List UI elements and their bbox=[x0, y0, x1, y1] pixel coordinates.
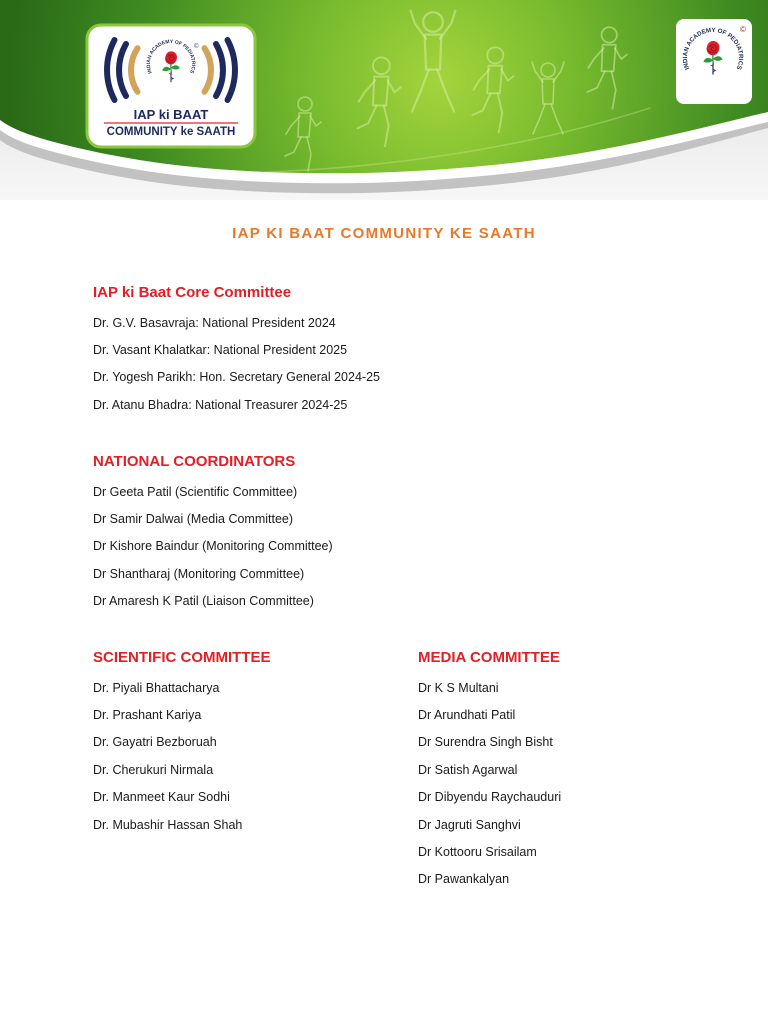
list-item: Dr Amaresh K Patil (Liaison Committee) bbox=[93, 594, 314, 609]
emblem-ring-text: INDIAN ACADEMY OF PEDIATRICS bbox=[681, 26, 745, 71]
list-item: Dr Geeta Patil (Scientific Committee) bbox=[93, 484, 298, 499]
document-title: IAP KI BAAT COMMUNITY KE SAATH bbox=[232, 225, 536, 242]
logo-ring-text: INDIAN ACADEMY OF PEDIATRICS bbox=[145, 39, 197, 75]
iap-ki-baat-logo bbox=[87, 25, 255, 147]
core-committee-section bbox=[93, 283, 380, 419]
member-list bbox=[418, 675, 561, 894]
list-item: Dr Surendra Singh Bisht bbox=[418, 735, 553, 750]
list-item: Dr. Mubashir Hassan Shah bbox=[93, 817, 243, 832]
logo-name-line2: COMMUNITY ke SAATH bbox=[106, 126, 236, 138]
section-heading: IAP ki Baat Core Committee bbox=[93, 284, 292, 301]
list-item: Dr K S Multani bbox=[418, 680, 499, 695]
list-item: Dr. Vasant Khalatkar: National President 2025 bbox=[93, 342, 348, 357]
list-item: Dr Arundhati Patil bbox=[418, 707, 516, 722]
scientific-committee-section bbox=[93, 648, 271, 839]
list-item: Dr. Manmeet Kaur Sodhi bbox=[93, 790, 230, 805]
copyright-mark: © bbox=[194, 44, 199, 50]
list-item: Dr. Piyali Bhattacharya bbox=[93, 680, 220, 695]
iap-emblem-logo bbox=[676, 19, 752, 104]
section-heading: NATIONAL COORDINATORS bbox=[93, 453, 296, 470]
media-committee-section bbox=[418, 648, 561, 894]
logo-name-line1: IAP ki BAAT bbox=[133, 107, 209, 122]
header-banner bbox=[0, 0, 768, 200]
list-item: Dr Dibyendu Raychauduri bbox=[418, 790, 562, 805]
member-list bbox=[93, 310, 380, 420]
section-heading: SCIENTIFIC COMMITTEE bbox=[93, 649, 271, 666]
list-item: Dr Shantharaj (Monitoring Committee) bbox=[93, 566, 305, 581]
copyright-mark: © bbox=[740, 25, 746, 34]
national-coordinators-section bbox=[93, 452, 333, 616]
member-list bbox=[93, 479, 333, 616]
member-list bbox=[93, 675, 271, 839]
list-item: Dr Kishore Baindur (Monitoring Committee) bbox=[93, 539, 333, 554]
list-item: Dr Pawankalyan bbox=[418, 872, 510, 887]
section-heading: MEDIA COMMITTEE bbox=[418, 649, 560, 666]
list-item: Dr. Yogesh Parikh: Hon. Secretary General 2024-25 bbox=[93, 370, 380, 385]
list-item: Dr. Cherukuri Nirmala bbox=[93, 762, 214, 777]
list-item: Dr. Prashant Kariya bbox=[93, 707, 202, 722]
list-item: Dr Kottooru Srisailam bbox=[418, 844, 537, 859]
list-item: Dr Samir Dalwai (Media Committee) bbox=[93, 511, 294, 526]
list-item: Dr. Atanu Bhadra: National Treasurer 2024-25 bbox=[93, 397, 348, 412]
list-item: Dr. G.V. Basavraja: National President 2024 bbox=[93, 315, 336, 330]
list-item: Dr Satish Agarwal bbox=[418, 762, 518, 777]
list-item: Dr Jagruti Sanghvi bbox=[418, 817, 521, 832]
list-item: Dr. Gayatri Bezboruah bbox=[93, 735, 217, 750]
